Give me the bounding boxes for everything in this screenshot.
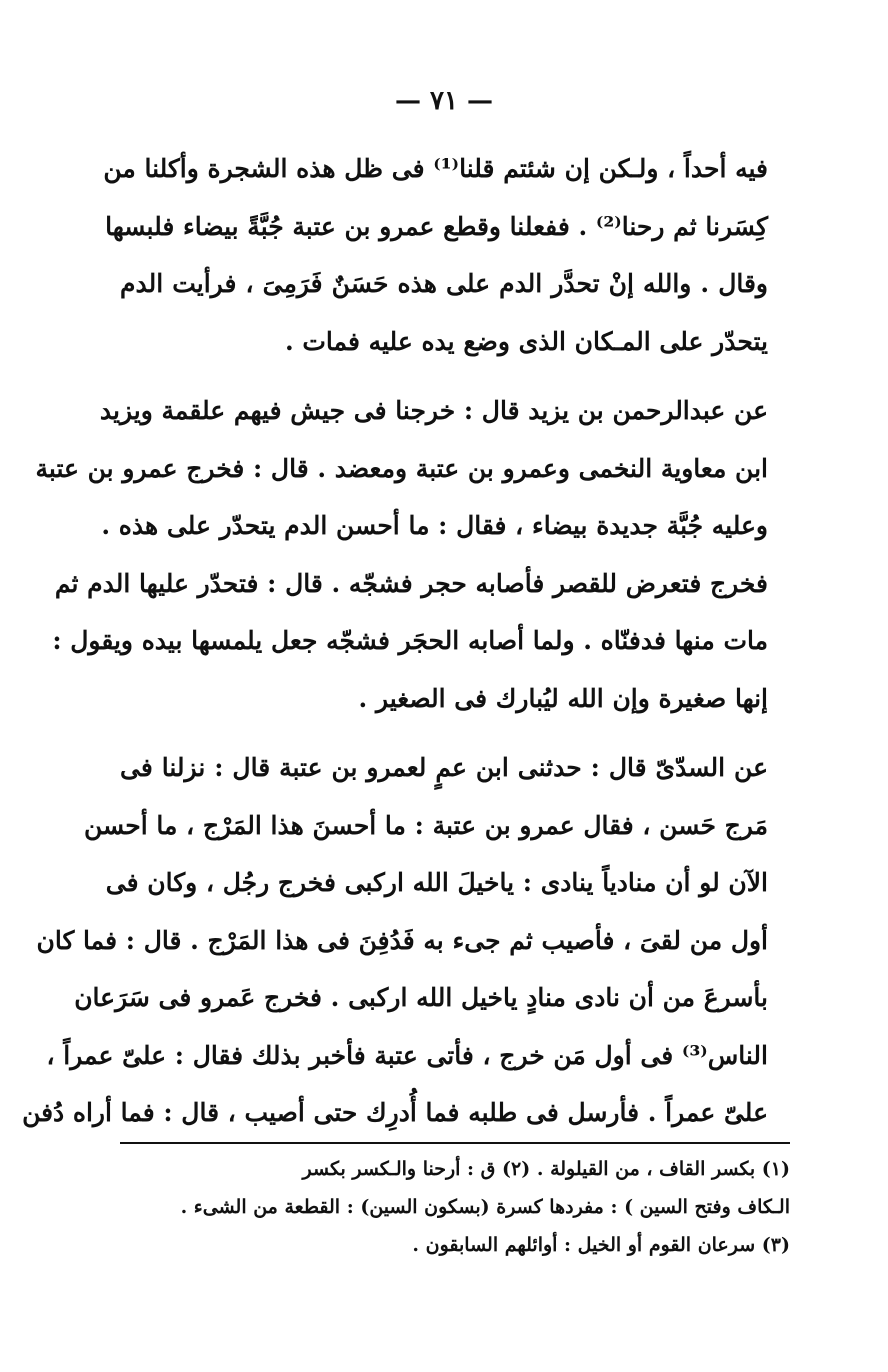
text-line: مَرج حَسن ، فقال عمرو بن عتبة : ما أحسنَ هذا المَرْج ، ما أحسن [83, 810, 768, 840]
text-line: علىّ عمراً . فأرسل فى طلبه فما أُدرِك حتى أصيب ، قال : فما أراه دُفن [22, 1098, 768, 1127]
footnote-divider [120, 1142, 790, 1144]
main-text [22, 140, 768, 1154]
page-number: — ٧١ — [394, 86, 494, 116]
text-line: الآن لو أن منادياً ينادى : ياخيلَ الله اركبى فخرج رجُل ، وكان فى [105, 868, 768, 897]
footnote-line: (١) بكسر القاف ، من القيلولة . (٢) ق : أرحنا والـكسر بكسر [302, 1158, 790, 1180]
paragraph-1 [103, 140, 768, 370]
text-line: بأسرعَ من أن نادى منادٍ ياخيل الله اركبى . فخرج عَمرو فى سَرَعان [74, 983, 768, 1012]
text-line: فخرج فتعرض للقصر فأصابه حجر فشجّه . قال : فتحدّر عليها الدم ثم [54, 568, 768, 598]
text-line: وعليه جُبَّة جديدة بيضاء ، فقال : ما أحسن الدم يتحدّر على هذه . [101, 511, 768, 540]
footnote-line: (٣) سرعان القوم أو الخيل : أوائلهم السابقون . [412, 1234, 790, 1256]
paragraph-2 [35, 382, 768, 727]
footnote-line: الـكاف وفتح السين ) : مفردها كسرة (بسكون السين) : القطعة من الشىء . [180, 1196, 790, 1218]
text-line: فيه أحداً ، ولـكن إن شئتم قلنا⁽¹⁾ فى ظل هذه الشجرة وأكلنا من [103, 154, 768, 183]
text-line: عن السدّىّ قال : حدثنى ابن عمٍ لعمرو بن عتبة قال : نزلنا فى [120, 753, 768, 782]
paragraph-3 [22, 739, 768, 1142]
text-line: إنها صغيرة وإن الله ليُبارك فى الصغير . [358, 683, 768, 713]
text-line: مات منها فدفنّاه . ولما أصابه الحجَر فشجّه جعل يلمسها بيده ويقول : [52, 626, 768, 655]
text-line: الناس⁽³⁾ فى أول مَن خرج ، فأتى عتبة فأخبر بذلك فقال : علىّ عمراً ، [46, 1040, 768, 1070]
text-line: كِسَرنا ثم رحنا⁽²⁾ . ففعلنا وقطع عمرو بن عتبة جُبَّةً بيضاء فلبسها [105, 211, 768, 241]
text-line: عن عبدالرحمن بن يزيد قال : خرجنا فى جيش فيهم علقمة ويزيد [99, 396, 768, 425]
text-line: أول من لقىَ ، فأصيب ثم جىء به فَدُفِنَ فى هذا المَرْج . قال : فما كان [36, 925, 768, 955]
text-line: وقال . والله إنْ تحدَّر الدم على هذه حَسَنٌ فَرَمِىَ ، فرأيت الدم [120, 269, 768, 298]
text-line: يتحدّر على المـكان الذى وضع يده عليه فمات . [284, 326, 768, 356]
footnotes [120, 1150, 790, 1264]
text-line: ابن معاوية النخمى وعمرو بن عتبة ومعضد . قال : فخرج عمرو بن عتبة [35, 453, 768, 483]
